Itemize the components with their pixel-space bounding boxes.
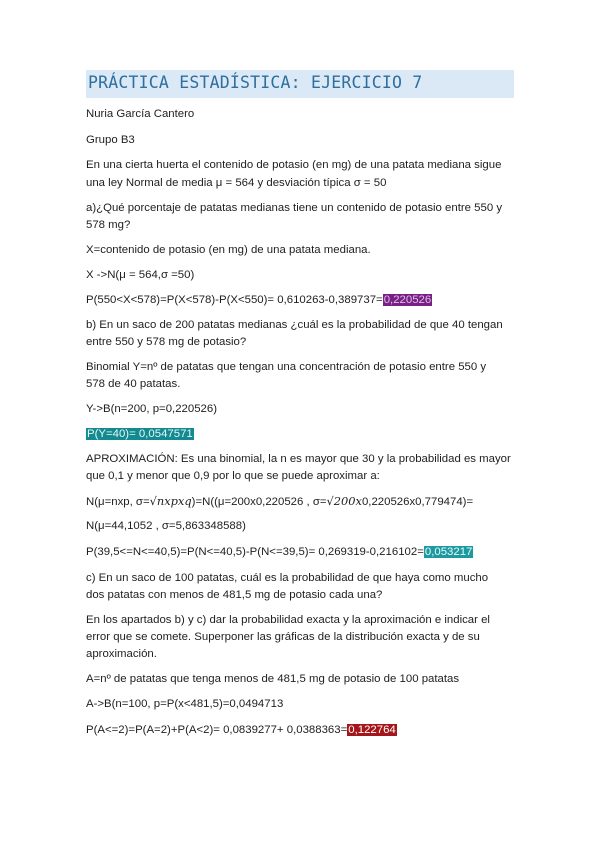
approx-result-highlight: 0,053217 [424,546,473,558]
note-line-2: error que se comete. Superponer las gráficas de la distribución exacta y de su [86,631,480,643]
formula-part-3: 0,220526x0,779474)= [361,496,474,508]
approximation-line-2: que 0,1 y menor que 0,9 por lo que se puede aproximar a: [86,470,380,482]
question-c-line-2: dos patatas con menos de 481,5 mg de potasio cada una? [86,589,383,601]
calculation-b-text: P(39,5<=N<=40,5)=P(N<=40,5)-P(N<=39,5)= 0,269319-0,216102= [86,546,424,558]
note-line-1: En los apartados b) y c) dar la probabilidad exacta y la aproximación e indicar el [86,614,490,626]
distribution-x: X ->N(μ = 564,σ =50) [86,269,195,281]
sqrt-npq: √nxpxq [149,494,192,508]
variable-x-definition: X=contenido de potasio (en mg) de una patata mediana. [86,244,371,256]
calculation-a-text: P(550<X<578)=P(X<578)-P(X<550)= 0,610263-0,389737= [86,294,383,306]
distribution-a: A->B(n=100, p=P(x<481,5)=0,0494713 [86,698,284,710]
result-b-highlight: P(Y=40)= 0,0547571 [87,428,193,440]
intro-line-2: una ley Normal de media μ = 564 y desviación típica σ = 50 [86,177,387,189]
sqrt-values: √200x [326,494,362,508]
result-a-highlight: 0,220526 [383,294,432,306]
variable-a-definition: A=nº de patatas que tenga menos de 481,5 mg de potasio de 100 patatas [86,673,460,685]
variable-y-definition-1: Binomial Y=nº de patatas que tengan una concentración de potasio entre 550 y [86,361,487,373]
calculation-a [86,292,432,308]
group-label: Grupo B3 [86,134,135,146]
note-line-3: aproximación. [86,648,157,660]
variable-y-definition-2: 578 de 40 patatas. [86,378,181,390]
normal-formula [86,493,473,510]
intro-line-1: En una cierta huerta el contenido de potasio (en mg) de una patata mediana sigue [86,159,502,171]
result-b [86,426,194,442]
calculation-b [86,544,473,560]
question-b-line-2: entre 550 y 578 mg de potasio? [86,336,247,348]
formula-part-1: N(μ=nxp, σ= [86,496,150,508]
calculation-c [86,722,397,738]
normal-parameters: N(μ=44,1052 , σ=5,863348588) [86,520,246,532]
author-name: Nuria García Cantero [86,108,195,120]
question-b-line-1: b) En un saco de 200 patatas medianas ¿cuál es la probabilidad de que 40 tengan [86,319,503,331]
approximation-line-1: APROXIMACIÓN: Es una binomial, la n es mayor que 30 y la probabilidad es mayor [86,453,511,465]
result-c-highlight: 0,122764 [348,724,396,736]
calculation-c-text: P(A<=2)=P(A=2)+P(A<2)= 0,0839277+ 0,0388363= [86,724,348,736]
distribution-y: Y->B(n=200, p=0,220526) [86,403,217,415]
question-c-line-1: c) En un saco de 100 patatas, cuál es la probabilidad de que haya como mucho [86,572,489,584]
question-a-line-1: a)¿Qué porcentaje de patatas medianas tiene un contenido de potasio entre 550 y [86,202,503,214]
question-a-line-2: 578 mg? [86,219,131,231]
formula-part-2: )=N((μ=200x0,220526 , σ= [191,496,327,508]
page-title: PRÁCTICA ESTADÍSTICA: EJERCICIO 7 [88,73,423,92]
